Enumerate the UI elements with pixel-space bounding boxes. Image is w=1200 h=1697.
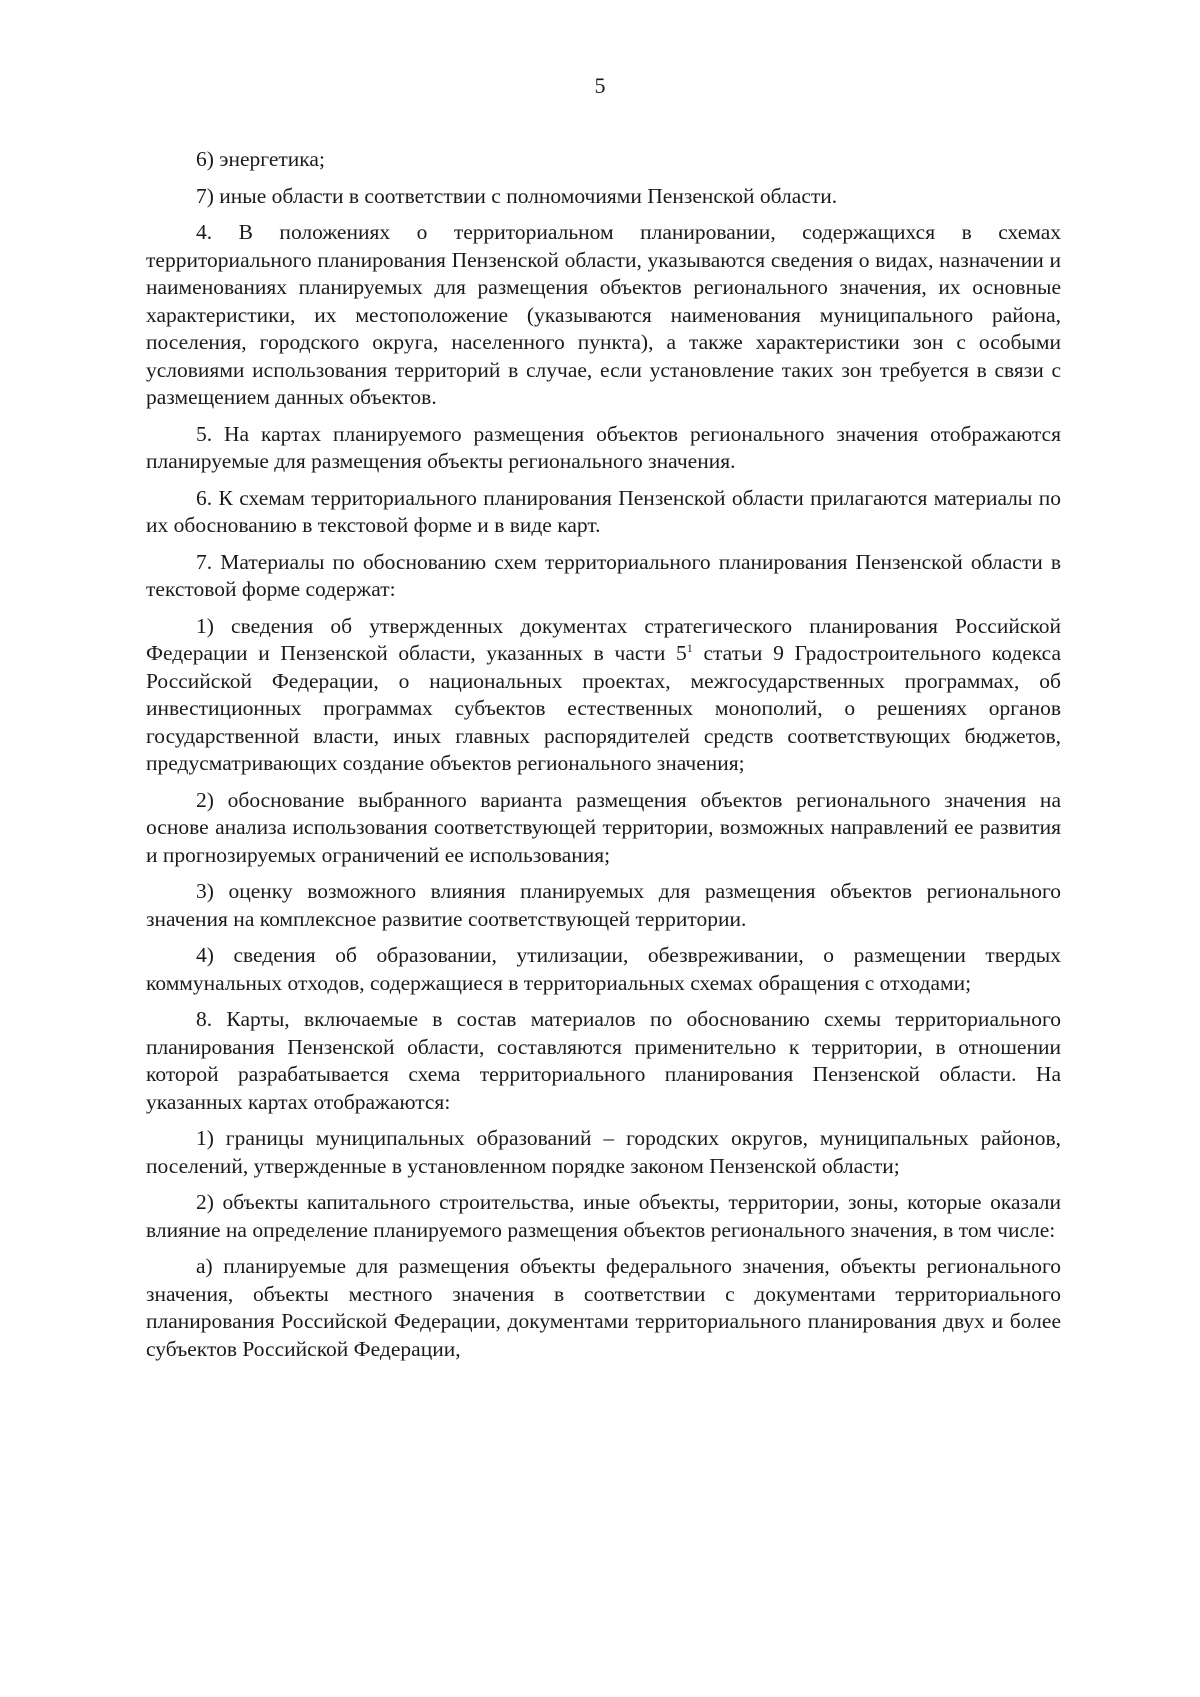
paragraph-7-item-1-text-continued: статьи 9 Градостроительного кодекса Российской Федерации, о национальных проектах, межгосударственных программах, об инвестиционных программах субъектов естественных монополий, о решениях органов государственной власти, иных главных распорядителей средств соответствующих бюджетов, предусматривающих создание объектов регионального значения; xyxy=(146,641,1061,775)
paragraph-7-item-2: 2) обоснование выбранного варианта размещения объектов регионального значения на основе анализа использования соответствующей территории, возможных направлений ее развития и прогнозируемых ограничений ее использования; xyxy=(146,787,1061,867)
paragraph-7: 7. Материалы по обоснованию схем территориального планирования Пензенской области в текстовой форме содержат: xyxy=(146,549,1061,601)
page-number: 5 xyxy=(594,73,606,98)
paragraph-8: 8. Карты, включаемые в состав материалов по обоснованию схемы территориального планирования Пензенской области, составляются применительно к территории, в отношении которой разрабатывается схема территориального планирования Пензенской области. На указанных картах отображаются: xyxy=(146,1007,1061,1114)
paragraph-7-item-4: 4) сведения об образовании, утилизации, обезвреживании, о размещении твердых коммунальных отходов, содержащиеся в территориальных схемах обращения с отходами; xyxy=(146,943,1061,995)
paragraph-4: 4. В положениях о территориальном планировании, содержащихся в схемах территориального планирования Пензенской области, указываются сведения о видах, назначении и наименованиях планируемых для размещения объектов регионального значения, их основные характеристики, их местоположение (указываются наименования муниципального района, поселения, городского округа, населенного пункта), а также характеристики зон с особыми условиями использования территорий в случае, если установление таких зон требуется в связи с размещением данных объектов. xyxy=(146,220,1061,409)
superscript-marker: 1 xyxy=(686,640,693,655)
paragraph-8-item-2a: а) планируемые для размещения объекты федерального значения, объекты регионального значения, объекты местного значения в соответствии с документами территориального планирования Российской Федерации, документами территориального планирования двух и более субъектов Российской Федерации, xyxy=(146,1254,1061,1361)
paragraph-7-item-1 xyxy=(146,613,1061,778)
document-body xyxy=(146,146,1061,1363)
list-item-other-areas: 7) иные области в соответствии с полномочиями Пензенской области. xyxy=(196,183,838,208)
paragraph-6: 6. К схемам территориального планирования Пензенской области прилагаются материалы по их обоснованию в текстовой форме и в виде карт. xyxy=(146,485,1061,537)
paragraph-5: 5. На картах планируемого размещения объектов регионального значения отображаются планируемые для размещения объекты регионального значения. xyxy=(146,421,1061,473)
paragraph-7-item-3: 3) оценку возможного влияния планируемых для размещения объектов регионального значения на комплексное развитие соответствующей территории. xyxy=(146,879,1061,931)
paragraph-7-item-1-text: 1) сведения об утвержденных документах стратегического планирования Российской Федерации и Пензенской области, указанных в части 5 xyxy=(146,613,1061,665)
list-item-energy: 6) энергетика; xyxy=(196,147,325,171)
paragraph-8-item-2: 2) объекты капитального строительства, иные объекты, территории, зоны, которые оказали влияние на определение планируемого размещения объектов регионального значения, в том числе: xyxy=(146,1190,1061,1242)
paragraph-8-item-1: 1) границы муниципальных образований – городских округов, муниципальных районов, поселений, утвержденные в установленном порядке законом Пензенской области; xyxy=(146,1126,1061,1178)
